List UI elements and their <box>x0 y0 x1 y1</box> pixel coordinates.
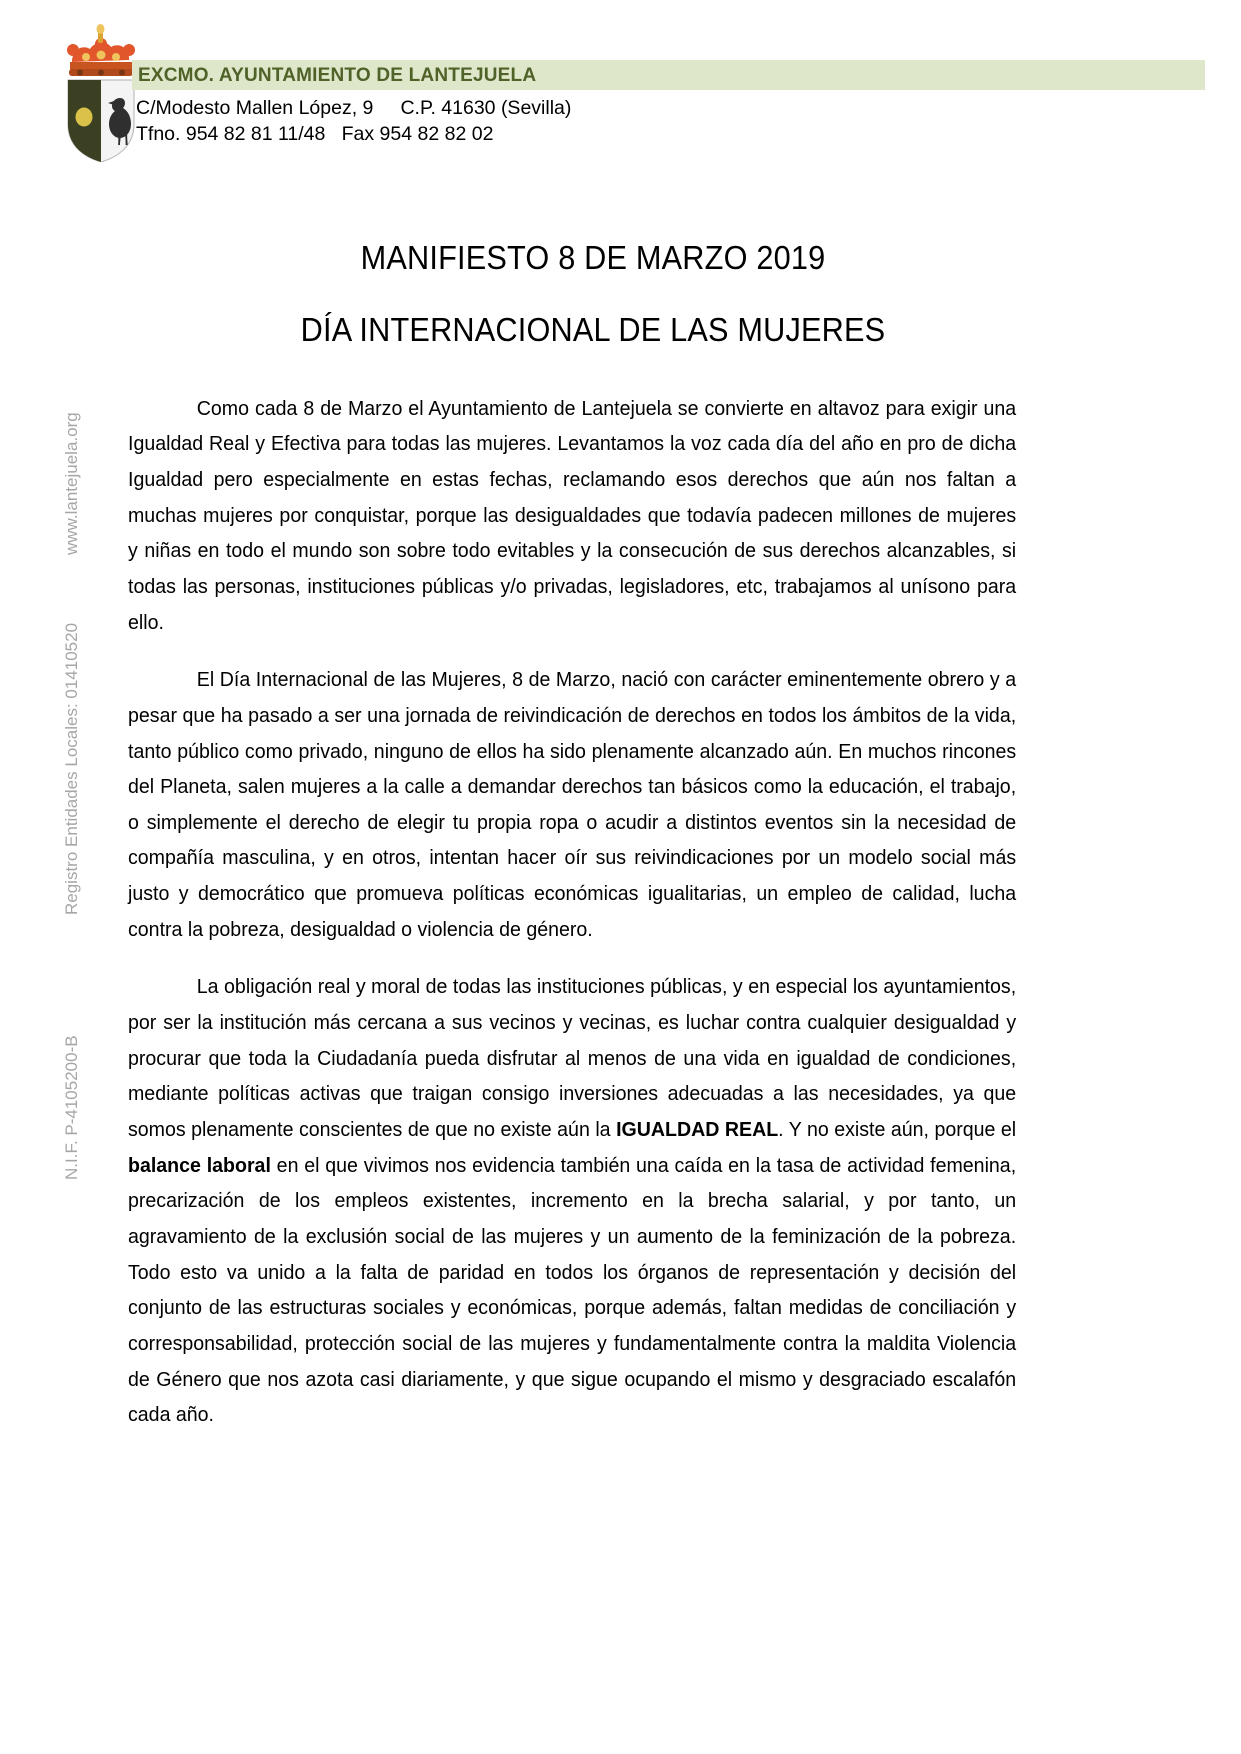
paragraph-3 <box>128 947 1016 1433</box>
org-name: EXCMO. AYUNTAMIENTO DE LANTEJUELA <box>138 64 537 86</box>
body-run: El Día Internacional de las Mujeres, 8 de Marzo, nació con carácter eminentemente obrero y a pesar que ha pasado a ser una jornada de reivindicación de derechos en todos los ámbitos de la vida, tanto público como privado, ninguno de ellos ha sido plenamente alcanzado aún. En muchos rincones del Planeta, salen mujeres a la calle a demandar derechos tan básicos como la educación, el trabajo, o simplemente el derecho de elegir tu propia ropa o acudir a distintos eventos sin la necesidad de compañía masculina, y en otros, intentan hacer oír sus reivindicaciones por un modelo social más justo y democrático que promueva políticas económicas igualitarias, un empleo de calidad, lucha contra la pobreza, desigualdad o violencia de género. <box>128 668 1017 941</box>
body-run: . Y no existe aún, porque el <box>778 1118 1017 1142</box>
address-line-2: Tfno. 954 82 81 11/48 Fax 954 82 82 02 <box>136 122 494 145</box>
emphasis-text: IGUALDAD REAL <box>616 1118 779 1142</box>
sidenote-nif: N.I.F. P-4105200-B <box>62 1035 81 1180</box>
letterhead-text <box>132 60 1212 148</box>
sidenote-registry: Registro Entidades Locales: 01410520 <box>62 622 81 915</box>
body-run: Como cada 8 de Marzo el Ayuntamiento de Lantejuela se convierte en altavoz para exigir una Igualdad Real y Efectiva para todas las mujeres. Levantamos la voz cada día del año en pro de dicha Igualdad pero especialmente en estas fechas, reclamando esos derechos que aún nos faltan a muchas mujeres por conquistar, porque las desigualdades que todavía padecen millones de mujeres y niñas en todo el mundo son sobre todo evitables y la consecución de sus derechos alcanzables, si todas las personas, instituciones públicas y/o privadas, legisladores, etc, trabajamos al unísono para ello. <box>128 396 1017 634</box>
letterhead <box>0 0 1241 175</box>
emphasis-text: balance laboral <box>128 1153 271 1177</box>
body-run: en el que vivimos nos evidencia también una caída en la tasa de actividad femenina, precarización de los empleos existentes, incremento en la brecha salarial, y por tanto, un agravamiento de la exclusión social de las mujeres y un aumento de la feminización de la pobreza. Todo esto va unido a la falta de paridad en todos los órganos de representación y decisión del conjunto de las estructuras sociales y económicas, porque además, faltan medidas de conciliación y corresponsabilidad, protección social de las mujeres y fundamentalmente contra la maldita Violencia de Género que nos azota casi diariamente, y que sigue ocupando el mismo y desgraciado escalafón cada año. <box>128 1153 1017 1427</box>
address-line-1: C/Modesto Mallen López, 9 C.P. 41630 (Sevilla) <box>136 97 572 119</box>
page-title-line-2: DÍA INTERNACIONAL DE LAS MUJERES <box>300 311 886 349</box>
paragraph-2 <box>128 640 1016 947</box>
paragraph-1 <box>128 349 1016 641</box>
body-run: La obligación real y moral de todas las instituciones públicas, y en especial los ayuntamientos, por ser la institución más cercana a sus vecinos y vecinas, es luchar contra cualquier desigualdad y procurar que toda la Ciudadanía pueda disfrutar al menos de una vida en igualdad de condiciones, mediante políticas activas que traigan consigo inversiones adecuadas a las necesidades, ya que somos plenamente conscientes de que no existe aún la <box>128 975 1017 1142</box>
page-title-line-1: MANIFIESTO 8 DE MARZO 2019 <box>360 239 826 276</box>
sidenote-website: www.lantejuela.org <box>62 412 81 555</box>
document-body <box>128 232 1058 1433</box>
org-name-band <box>132 60 1205 90</box>
